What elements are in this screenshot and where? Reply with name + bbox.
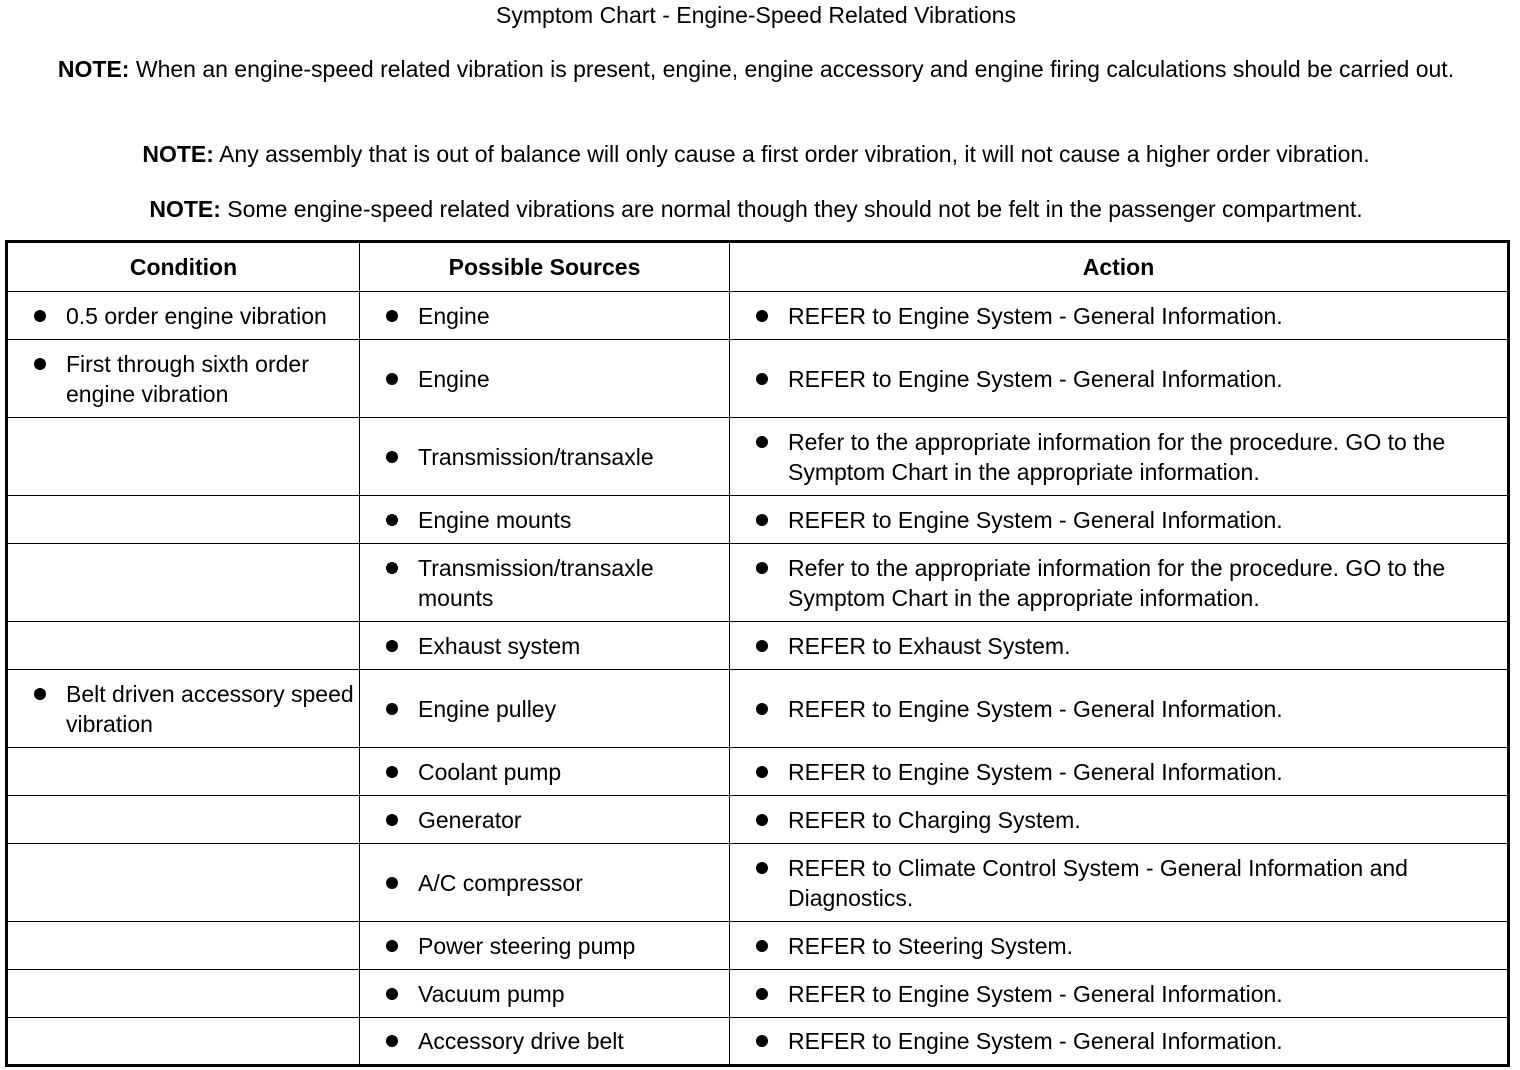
source-cell-text: Transmission/transaxle xyxy=(418,443,654,470)
action-cell xyxy=(730,1018,1509,1066)
bullet-icon xyxy=(756,766,768,778)
table-row xyxy=(7,970,1509,1018)
condition-cell xyxy=(7,670,360,748)
action-cell-content xyxy=(730,1019,1507,1063)
note-label: NOTE: xyxy=(149,196,221,222)
condition-cell xyxy=(7,496,360,544)
source-cell-content xyxy=(360,498,729,542)
bullet-icon xyxy=(386,640,398,652)
source-cell-text: Power steering pump xyxy=(418,932,636,959)
condition-cell xyxy=(7,970,360,1018)
source-cell xyxy=(360,796,730,844)
source-cell-content xyxy=(360,798,729,842)
source-cell-content xyxy=(360,357,729,401)
note-label: NOTE: xyxy=(142,141,214,167)
source-cell-text: Accessory drive belt xyxy=(418,1028,624,1054)
source-cell xyxy=(360,622,730,670)
source-cell-text: Transmission/transaxle mounts xyxy=(418,554,654,611)
action-cell xyxy=(730,496,1509,544)
action-cell-text: REFER to Climate Control System - General Information and Diagnostics. xyxy=(788,854,1408,911)
action-cell xyxy=(730,844,1509,922)
source-cell-content xyxy=(360,972,729,1016)
table-row xyxy=(7,622,1509,670)
note-text: Some engine-speed related vibrations are normal though they should not be felt in the passenger compartment. xyxy=(227,196,1363,222)
source-cell xyxy=(360,292,730,340)
source-cell-text: Engine pulley xyxy=(418,695,557,722)
bullet-icon xyxy=(756,514,768,526)
bullet-icon xyxy=(386,988,398,1000)
source-cell xyxy=(360,544,730,622)
action-cell xyxy=(730,970,1509,1018)
bullet-icon xyxy=(756,1035,768,1047)
action-cell-text: REFER to Engine System - General Information. xyxy=(788,1028,1283,1054)
bullet-icon xyxy=(756,562,768,574)
note-1 xyxy=(16,54,1496,84)
source-cell-text: Vacuum pump xyxy=(418,980,565,1007)
action-cell xyxy=(730,748,1509,796)
action-cell-text: Refer to the appropriate information for the procedure. GO to the Symptom Chart in the appropriate information. xyxy=(788,428,1446,485)
source-cell-content xyxy=(360,687,729,731)
action-cell-content xyxy=(730,924,1507,968)
action-cell-content xyxy=(730,498,1507,542)
source-cell xyxy=(360,670,730,748)
note-text: Any assembly that is out of balance will only cause a first order vibration, it will not cause a higher order vibration. xyxy=(219,141,1370,167)
action-cell xyxy=(730,670,1509,748)
bullet-icon xyxy=(386,703,398,715)
action-cell-content xyxy=(730,546,1507,620)
source-cell-text: Engine xyxy=(418,365,490,392)
condition-cell xyxy=(7,922,360,970)
table-row xyxy=(7,844,1509,922)
source-cell xyxy=(360,922,730,970)
condition-cell xyxy=(7,418,360,496)
action-cell xyxy=(730,340,1509,418)
bullet-icon xyxy=(386,451,398,463)
condition-cell xyxy=(7,292,360,340)
source-cell-text: A/C compressor xyxy=(418,869,583,896)
condition-cell xyxy=(7,796,360,844)
source-cell-content xyxy=(360,1019,729,1063)
action-cell-content xyxy=(730,420,1507,494)
bullet-icon xyxy=(386,310,398,322)
condition-cell xyxy=(7,622,360,670)
action-cell-content xyxy=(730,972,1507,1016)
header-action: Action xyxy=(730,242,1509,292)
source-cell xyxy=(360,970,730,1018)
source-cell-content xyxy=(360,624,729,668)
source-cell xyxy=(360,340,730,418)
action-cell-content xyxy=(730,687,1507,731)
source-cell-content xyxy=(360,294,729,338)
table-row xyxy=(7,796,1509,844)
table-row xyxy=(7,922,1509,970)
table-row xyxy=(7,1018,1509,1066)
bullet-icon xyxy=(756,310,768,322)
table-row xyxy=(7,670,1509,748)
bullet-icon xyxy=(386,877,398,889)
action-cell-content xyxy=(730,750,1507,794)
note-2 xyxy=(16,139,1496,169)
bullet-icon xyxy=(34,310,46,322)
condition-cell xyxy=(7,844,360,922)
note-3 xyxy=(16,194,1496,224)
action-cell-text: REFER to Engine System - General Information. xyxy=(788,506,1283,533)
condition-cell-text: Belt driven accessory speed vibration xyxy=(66,680,354,737)
action-cell xyxy=(730,622,1509,670)
action-cell xyxy=(730,544,1509,622)
action-cell xyxy=(730,418,1509,496)
bullet-icon xyxy=(386,514,398,526)
action-cell-text: REFER to Steering System. xyxy=(788,932,1074,959)
header-condition: Condition xyxy=(7,242,360,292)
bullet-icon xyxy=(34,358,46,370)
source-cell-content xyxy=(360,861,729,905)
bullet-icon xyxy=(756,862,768,874)
source-cell-text: Engine mounts xyxy=(418,506,572,533)
source-cell-text: Exhaust system xyxy=(418,632,581,659)
condition-cell xyxy=(7,544,360,622)
action-cell-content xyxy=(730,294,1507,338)
source-cell-text: Generator xyxy=(418,806,522,833)
action-cell-text: REFER to Engine System - General Information. xyxy=(788,980,1283,1007)
action-cell-content xyxy=(730,798,1507,842)
table-row xyxy=(7,340,1509,418)
bullet-icon xyxy=(756,703,768,715)
action-cell-text: REFER to Engine System - General Information. xyxy=(788,302,1283,329)
source-cell xyxy=(360,418,730,496)
note-label: NOTE: xyxy=(57,56,130,82)
source-cell xyxy=(360,748,730,796)
bullet-icon xyxy=(756,988,768,1000)
table-body xyxy=(7,292,1509,1066)
source-cell xyxy=(360,496,730,544)
source-cell xyxy=(360,1018,730,1066)
table-row xyxy=(7,748,1509,796)
action-cell-text: REFER to Charging System. xyxy=(788,806,1081,833)
bullet-icon xyxy=(756,373,768,385)
bullet-icon xyxy=(386,814,398,826)
action-cell-content xyxy=(730,357,1507,401)
bullet-icon xyxy=(386,940,398,952)
bullet-icon xyxy=(386,562,398,574)
source-cell-content xyxy=(360,435,729,479)
bullet-icon xyxy=(756,436,768,448)
header-possible-sources: Possible Sources xyxy=(360,242,730,292)
bullet-icon xyxy=(34,688,46,700)
condition-cell-content xyxy=(8,294,359,338)
action-cell-content xyxy=(730,624,1507,668)
action-cell-text: Refer to the appropriate information for the procedure. GO to the Symptom Chart in the appropriate information. xyxy=(788,554,1446,611)
bullet-icon xyxy=(386,766,398,778)
source-cell-content xyxy=(360,924,729,968)
page-title: Symptom Chart - Engine-Speed Related Vibrations xyxy=(496,2,1016,28)
action-cell-text: REFER to Engine System - General Information. xyxy=(788,695,1283,722)
bullet-icon xyxy=(756,640,768,652)
action-cell-content xyxy=(730,846,1507,920)
action-cell xyxy=(730,292,1509,340)
condition-cell xyxy=(7,1018,360,1066)
condition-cell-text: First through sixth order engine vibration xyxy=(66,350,309,407)
action-cell xyxy=(730,922,1509,970)
condition-cell-content xyxy=(8,342,359,416)
condition-cell xyxy=(7,340,360,418)
table-header-row xyxy=(7,242,1509,292)
bullet-icon xyxy=(756,940,768,952)
note-text: When an engine-speed related vibration is present, engine, engine accessory and engine firing calculations should be carried out. xyxy=(135,56,1455,82)
condition-cell-content xyxy=(8,672,359,746)
source-cell-text: Engine xyxy=(418,302,490,329)
action-cell xyxy=(730,796,1509,844)
bullet-icon xyxy=(756,814,768,826)
source-cell-text: Coolant pump xyxy=(418,758,562,785)
condition-cell-text: 0.5 order engine vibration xyxy=(66,302,327,329)
table-row xyxy=(7,544,1509,622)
action-cell-text: REFER to Engine System - General Information. xyxy=(788,365,1283,392)
condition-cell xyxy=(7,748,360,796)
table-row xyxy=(7,418,1509,496)
action-cell-text: REFER to Engine System - General Information. xyxy=(788,758,1283,785)
action-cell-text: REFER to Exhaust System. xyxy=(788,632,1071,659)
source-cell-content xyxy=(360,546,729,620)
symptom-chart-table xyxy=(5,240,1510,1067)
bullet-icon xyxy=(386,373,398,385)
source-cell xyxy=(360,844,730,922)
bullet-icon xyxy=(386,1035,398,1047)
source-cell-content xyxy=(360,750,729,794)
table-row xyxy=(7,292,1509,340)
table-row xyxy=(7,496,1509,544)
